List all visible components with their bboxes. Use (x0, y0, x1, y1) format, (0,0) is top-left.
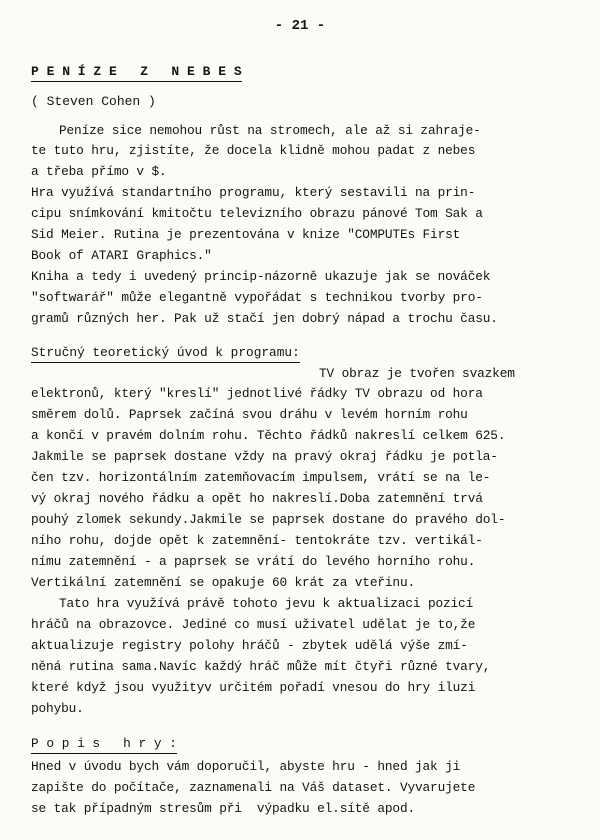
text-line: pohybu. (31, 701, 84, 716)
text-line: Hra využívá standartního programu, který sestavili na prin- (31, 185, 476, 200)
text-line: pouhý zlomek sekundy.Jakmile se paprsek dostane do pravého dol- (31, 512, 506, 527)
text-line: Sid Meier. Rutina je prezentována v knize "COMPUTEs First (31, 227, 461, 242)
text-line: Vertikální zatemnění se opakuje 60 krát za vteřinu. (31, 575, 415, 590)
text-line: Hned v úvodu bych vám doporučil, abyste hru - hned jak ji (31, 759, 461, 774)
text-line: které když jsou využityv určitém pořadí vnesou do hry iluzi (31, 680, 476, 695)
text-line: TV obraz je tvořen svazkem (319, 366, 515, 381)
text-line: "softwarář" může elegantně vypořádat s technikou tvorby pro- (31, 290, 483, 305)
author: ( Steven Cohen ) (31, 94, 156, 109)
text-line: zapište do počítače, zaznamenali na Váš dataset. Vyvarujete (31, 780, 476, 795)
text-line: gramů různých her. Pak už stačí jen dobrý nápad a trochu času. (31, 311, 498, 326)
text-line: čen tzv. horizontálním zatemňovacím impulsem, vrátí se na le- (31, 470, 491, 485)
section-heading-game: P o p i s h r y : (31, 736, 177, 754)
text-line: cipu snímkování kmitočtu televizního obrazu pánové Tom Sak a (31, 206, 483, 221)
text-line: hráčů na obrazovce. Jediné co musí uživatel udělat je to,že (31, 617, 476, 632)
text-line: Tato hra využívá právě tohoto jevu k aktualizaci pozicí (59, 596, 474, 611)
page-number: - 21 - (274, 18, 326, 34)
text-line: ního rohu, dojde opět k zatemnění- tentokráte tzv. vertikál- (31, 533, 483, 548)
text-line: něná rutina sama.Navíc každý hráč může mít čtyři různé tvary, (31, 659, 491, 674)
text-line: aktualizuje registry polohy hráčů - zbytek udělá výše zmí- (31, 638, 468, 653)
text-line: nímu zatemnění - a paprsek se vrátí do levého horního rohu. (31, 554, 476, 569)
section-heading-theory: Stručný teoretický úvod k programu: (31, 345, 300, 363)
text-line: te tuto hru, zjistíte, že docela klidně mohou padat z nebes (31, 143, 476, 158)
text-line: Jakmile se paprsek dostane vždy na pravý okraj řádku je potla- (31, 449, 498, 464)
text-line: a končí v pravém dolním rohu. Těchto řádků nakreslí celkem 625. (31, 428, 506, 443)
text-line: směrem dolů. Paprsek začíná svou dráhu v levém horním rohu (31, 407, 468, 422)
text-line: se tak případným stresům při výpadku el.sítě apod. (31, 801, 415, 816)
text-line: Kniha a tedy i uvedený princip-názorně ukazuje jak se nováček (31, 269, 491, 284)
text-line: vý okraj nového řádku a opět ho nakreslí.Doba zatemnění trvá (31, 491, 483, 506)
text-line: a třeba přímo v $. (31, 164, 167, 179)
text-line: elektronů, který "kreslí" jednotlivé řádky TV obrazu od hora (31, 386, 483, 401)
article-title: P E N Í Z E Z N E B E S (31, 64, 242, 82)
text-line: Book of ATARI Graphics." (31, 248, 212, 263)
text-line: Peníze sice nemohou růst na stromech, ale až si zahraje- (59, 123, 481, 138)
